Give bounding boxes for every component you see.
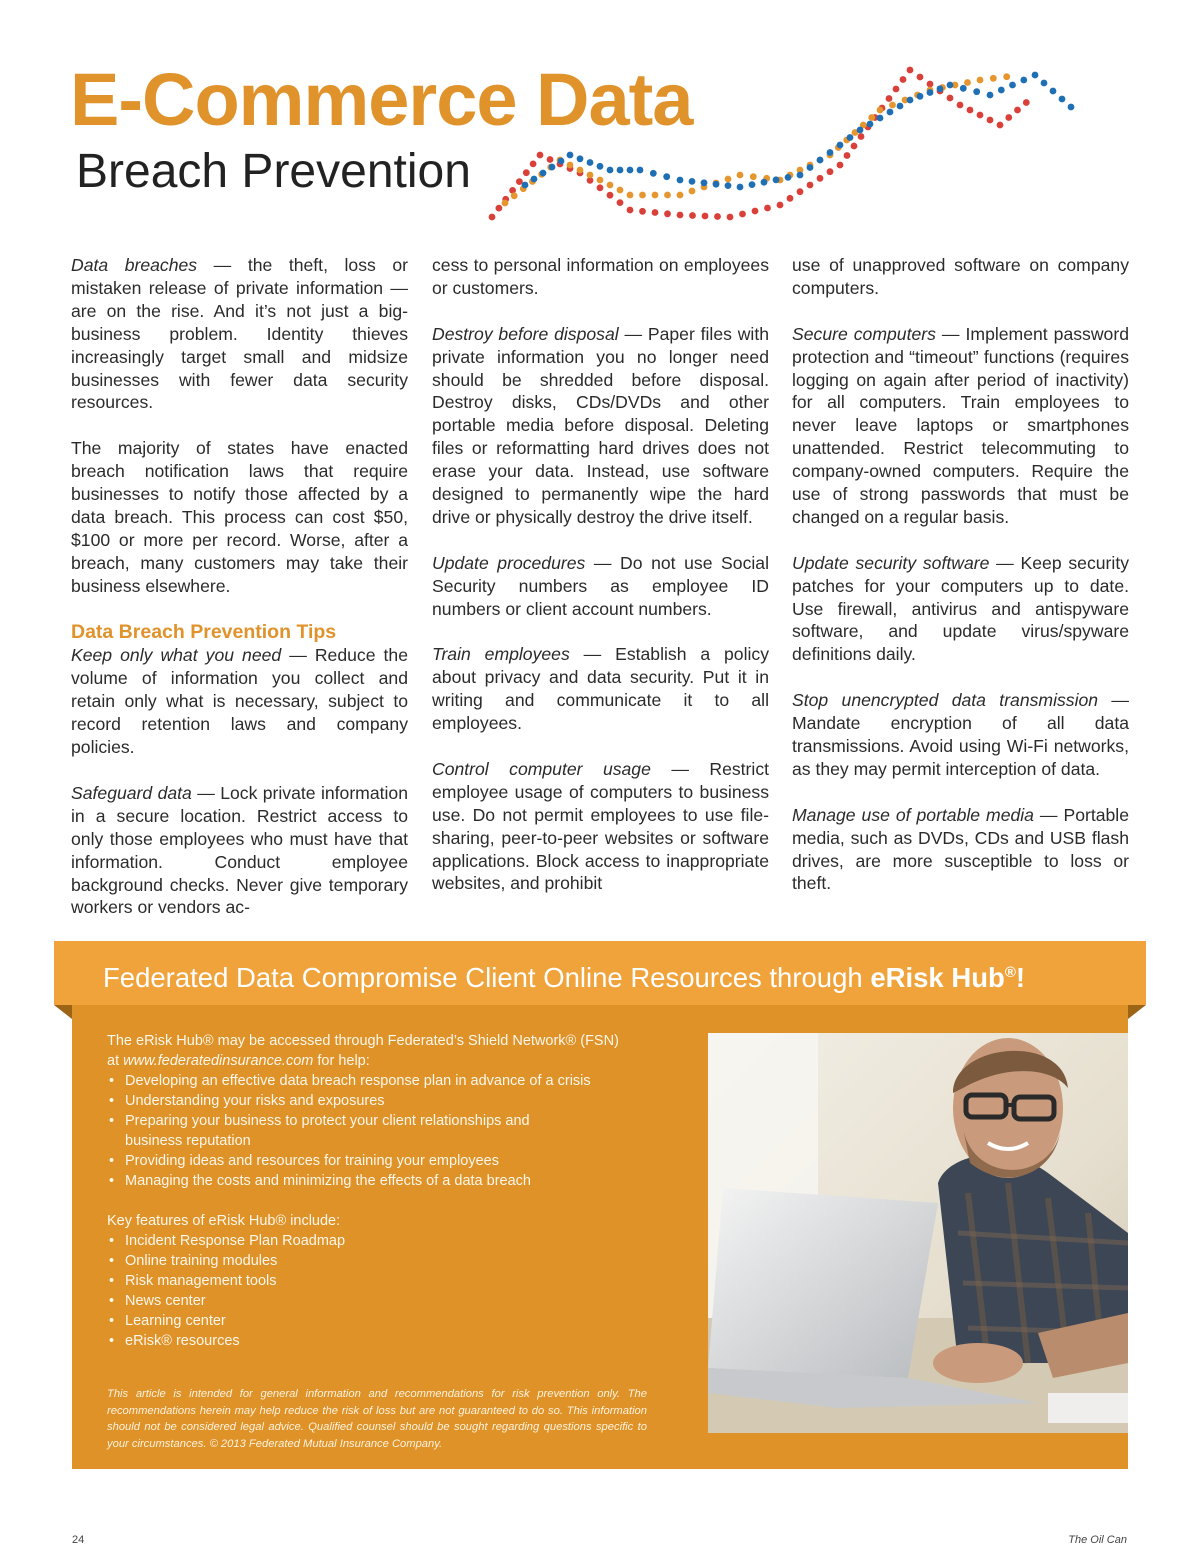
wave-dot <box>725 176 732 183</box>
wave-dot <box>917 74 924 81</box>
wave-dot <box>607 182 614 189</box>
wave-dot <box>577 155 584 162</box>
wave-dot <box>957 102 964 109</box>
wave-dot <box>977 77 984 84</box>
wave-dot <box>530 161 537 168</box>
tip-train <box>432 643 769 735</box>
continued-text: use of unapproved software on company computers. <box>792 255 1129 298</box>
wave-dot <box>558 158 565 165</box>
registered-mark: ® <box>1004 964 1016 981</box>
wave-dot <box>607 192 614 199</box>
wave-dot <box>893 86 900 93</box>
tip-encryption <box>792 689 1129 781</box>
wave-dot <box>1009 82 1016 89</box>
wave-dot <box>1020 77 1027 84</box>
wave-dot <box>857 127 864 134</box>
page-number: 24 <box>72 1534 85 1546</box>
wave-dot <box>523 169 530 176</box>
intro-at: at <box>107 1053 124 1069</box>
disclaimer: This article is intended for general information and recommendations for risk prevention only. The recommendations herein may help reduce the risk of loss but are not guaranteed to do so. This information should not be considered legal advice. Qualified counsel should be sought regarding questions specific to your circumstances. © 2013 Federated Mutual Insurance Company. <box>107 1388 647 1450</box>
intro-tail: for help: <box>313 1053 370 1069</box>
intro-text: — the theft, loss or mistaken release of private information — are on the rise. And it’s not just a big-business problem. Identity thieves increasingly target small and midsize businesses with fewer data security resources. <box>71 255 409 413</box>
wave-dot <box>847 134 854 141</box>
wave-dot <box>997 122 1004 129</box>
wave-dot <box>502 200 509 207</box>
wave-dot <box>947 95 954 102</box>
help-item: • Preparing your business to protect your client relationships and business reputation <box>107 1111 565 1151</box>
tip-text: — Restrict employee usage of computers to business use. Do not permit employees to use file-sharing, peer-to-peer websites or software applications. Block access to inappropriate websites, and prohibit <box>432 758 769 894</box>
wave-dot <box>725 182 732 189</box>
notification-paragraph: The majority of states have enacted breach notification laws that require businesses to notify those affected by a data breach. This process can cost $50, $100 or more per record. Worse, after a breach, many customers may take their business elsewhere. <box>71 438 408 596</box>
wave-dot <box>522 182 529 189</box>
wave-dot <box>750 173 757 180</box>
wave-dot <box>752 208 759 215</box>
feature-item: • Online training modules <box>107 1251 667 1271</box>
feature-item: • Learning center <box>107 1311 667 1331</box>
wave-dot <box>652 209 659 216</box>
wave-dot <box>689 188 696 195</box>
wave-dot <box>650 170 657 177</box>
banner-heading-text: Federated Data Compromise Client Online Resources through <box>103 962 871 994</box>
tip-lead: Train employees <box>432 644 570 665</box>
article-column-3 <box>792 254 1129 918</box>
publication-name: The Oil Can <box>1068 1534 1127 1546</box>
wave-dot <box>837 162 844 169</box>
photo-illustration <box>708 1033 1128 1433</box>
wave-dot <box>652 192 659 199</box>
wave-dot <box>701 179 708 186</box>
wave-dot <box>1014 107 1021 114</box>
features-intro: Key features of eRisk Hub® include: <box>107 1213 341 1229</box>
continued-text: cess to personal information on employees or customers. <box>432 255 769 298</box>
tip-lead: Keep only what you need <box>71 645 282 666</box>
wave-dot <box>597 177 604 184</box>
wave-dot <box>827 149 834 156</box>
banner-fold-left <box>54 1005 72 1019</box>
wave-dot <box>998 87 1005 94</box>
wave-dot <box>761 179 768 186</box>
tip-text: — Implement password protection and “timeout” functions (requires logging on again after period of inactivity) for all computers. Train employees to never leave laptops or smartphones unattended. Restrict telecommuting to company-owned computers. Require the use of strong passwords that must be changed on a regular basis. <box>792 323 1129 527</box>
wave-dot <box>749 181 756 188</box>
panel-intro-line1: The eRisk Hub® may be accessed through Federated’s Shield Network® (FSN) <box>107 1033 619 1049</box>
wave-dot <box>577 167 584 174</box>
wave-dot <box>1005 114 1012 121</box>
resources-text <box>107 1031 667 1351</box>
tip-lead: Control computer usage <box>432 758 651 779</box>
wave-dot <box>677 192 684 199</box>
wave-dot <box>947 82 954 89</box>
wave-dot <box>617 187 624 194</box>
wave-dot <box>851 143 858 150</box>
wave-dot <box>689 212 696 219</box>
wave-dot <box>489 214 496 221</box>
wave-dot <box>858 133 865 140</box>
wave-dot <box>907 97 914 104</box>
wave-dot <box>897 103 904 110</box>
wave-dot <box>877 115 884 122</box>
wave-dot <box>907 67 914 74</box>
dot-wave-blue <box>522 72 1075 191</box>
tip-control-usage <box>432 758 769 895</box>
wave-dot <box>664 192 671 199</box>
tip-text: — Reduce the volume of information you collect and retain only what is necessary, subject to record retention laws and company policies. <box>71 645 408 758</box>
wave-dot <box>737 172 744 179</box>
wave-dot <box>773 176 780 183</box>
wave-dot <box>537 152 544 159</box>
wave-dot <box>967 107 974 114</box>
tip-lead: Update procedures <box>432 552 586 573</box>
wave-dot <box>889 102 896 109</box>
wave-dot <box>987 117 994 124</box>
wave-dot <box>964 79 971 86</box>
article-column-2 <box>432 254 769 918</box>
wave-dot <box>739 211 746 218</box>
wave-dot <box>727 214 734 221</box>
feature-item: • eRisk® resources <box>107 1331 667 1351</box>
help-item: • Providing ideas and resources for training your employees <box>107 1151 667 1171</box>
intro-lead: Data breaches <box>71 255 198 275</box>
wave-dot <box>547 156 554 163</box>
tip-safeguard <box>71 782 408 919</box>
wave-dot <box>1041 80 1048 87</box>
wave-dot <box>637 167 644 174</box>
wave-dot <box>531 176 538 183</box>
wave-dot <box>677 212 684 219</box>
tip-update-procedures <box>432 552 769 621</box>
tip-text: — Lock private information in a secure location. Restrict access to only those employees who must have that information. Conduct employee background checks. Never give temporary workers or vendors ac- <box>71 782 408 918</box>
tip-destroy <box>432 323 769 529</box>
help-item: • Understanding your risks and exposures <box>107 1091 667 1111</box>
wave-dot <box>702 213 709 220</box>
tip-keep-only <box>71 644 408 759</box>
wave-dot <box>777 202 784 209</box>
wave-dot <box>607 167 614 174</box>
website-link[interactable]: www.federatedinsurance.com <box>123 1053 314 1069</box>
wave-dot <box>617 167 624 174</box>
wave-dot <box>1003 73 1010 80</box>
wave-dot <box>900 76 907 83</box>
wave-dot <box>973 88 980 95</box>
help-item: • Managing the costs and minimizing the effects of a data breach <box>107 1171 667 1191</box>
wave-dot <box>1032 72 1039 79</box>
banner-fold-right <box>1128 1005 1146 1019</box>
wave-dot <box>549 164 556 171</box>
wave-dot <box>868 114 875 121</box>
dot-wave-red <box>489 67 1030 221</box>
wave-dot <box>1023 99 1030 106</box>
tip-text: — Mandate encryption of all data transmissions. Avoid using Wi-Fi networks, as they may permit interception of data. <box>792 690 1130 779</box>
wave-dot <box>977 112 984 119</box>
tip-lead: Destroy before disposal <box>432 323 619 344</box>
exclamation: ! <box>1015 962 1026 994</box>
tip-lead: Safeguard data <box>71 782 192 803</box>
wave-dot <box>886 95 893 102</box>
wave-dot <box>1059 96 1066 103</box>
dot-wave-orange <box>502 73 1010 206</box>
wave-dot <box>567 162 574 169</box>
tip-text: — Paper files with private information you no longer need should be shredded before disposal. Destroy disks, CDs/DVDs and other portable media before disposal. Deleting files or reformatting hard drives does not erase your data. Instead, use software designed to permanently wipe the hard drive or physically destroy the drive itself. <box>432 323 769 527</box>
wave-dot <box>844 152 851 159</box>
wave-dot <box>677 177 684 184</box>
wave-dot <box>737 184 744 191</box>
wave-dot <box>807 164 814 171</box>
wave-dot <box>627 207 634 214</box>
tip-secure-computers <box>792 323 1129 529</box>
wave-dot <box>597 184 604 191</box>
wave-dot <box>937 85 944 92</box>
intro-paragraph <box>71 254 408 414</box>
article-subtitle: Breach Prevention <box>76 145 471 198</box>
article-column-1 <box>71 254 408 942</box>
wave-dot <box>785 174 792 181</box>
man-with-laptop-photo <box>708 1033 1128 1433</box>
wave-dot <box>764 205 771 212</box>
wave-dot <box>987 92 994 99</box>
wave-dot <box>540 170 547 177</box>
wave-dot <box>887 109 894 116</box>
wave-dot <box>807 182 814 189</box>
banner-heading <box>103 955 1025 996</box>
wave-dot <box>617 199 624 206</box>
tip-text: — Establish a policy about privacy and data security. Put it in writing and communicate it to all employees. <box>432 644 770 734</box>
wave-dot <box>689 178 696 185</box>
wave-dot <box>627 192 634 199</box>
wave-dot <box>827 168 834 175</box>
tip-lead: Update security software <box>792 552 990 573</box>
wave-dot <box>639 208 646 215</box>
wave-dot <box>990 75 997 82</box>
tips-heading: Data Breach Prevention Tips <box>71 621 337 644</box>
wave-dot <box>567 152 574 159</box>
tip-security-software <box>792 552 1129 667</box>
dotted-wave-graphic <box>480 55 1100 230</box>
tip-lead: Manage use of portable media <box>792 804 1034 825</box>
wave-dot <box>597 163 604 170</box>
wave-dot <box>664 210 671 217</box>
feature-item: • Incident Response Plan Roadmap <box>107 1231 667 1251</box>
wave-dot <box>663 173 670 180</box>
banner-brand <box>870 962 1025 993</box>
wave-dot <box>837 142 844 149</box>
tip-lead: Secure computers <box>792 323 936 344</box>
wave-dot <box>496 205 503 212</box>
wave-dot <box>587 159 594 166</box>
help-list <box>107 1071 667 1191</box>
wave-dot <box>797 172 804 179</box>
tip-lead: Stop unencrypted data transmission <box>792 690 1099 711</box>
wave-dot <box>627 167 634 174</box>
wave-dot <box>797 188 804 195</box>
wave-dot <box>817 157 824 164</box>
feature-item: • Risk management tools <box>107 1271 667 1291</box>
features-list <box>107 1231 667 1351</box>
wave-dot <box>817 175 824 182</box>
wave-dot <box>639 192 646 199</box>
wave-dot <box>867 121 874 128</box>
brand-name: eRisk Hub <box>870 962 1005 994</box>
wave-dot <box>587 172 594 179</box>
wave-dot <box>511 192 518 199</box>
article-title: E-Commerce Data <box>70 58 693 141</box>
feature-item: • News center <box>107 1291 667 1311</box>
help-item: • Developing an effective data breach response plan in advance of a crisis <box>107 1071 667 1091</box>
tip-text: — Portable media, such as DVDs, CDs and USB flash drives, are more susceptible to loss or theft. <box>792 804 1129 894</box>
wave-dot <box>960 85 967 92</box>
wave-dot <box>877 107 884 114</box>
wave-dot <box>787 195 794 202</box>
wave-dot <box>714 213 721 220</box>
tip-text: — Do not use Social Security numbers as employee ID numbers or client account numbers. <box>432 552 769 619</box>
tip-text: — Keep security patches for your computers up to date. Use firewall, antivirus and antispyware software, and update virus/spyware definitions daily. <box>792 552 1129 665</box>
wave-dot <box>927 81 934 88</box>
wave-dot <box>1068 104 1075 111</box>
wave-dot <box>927 89 934 96</box>
wave-dot <box>1050 88 1057 95</box>
panel-intro-line2 <box>107 1051 667 1071</box>
wave-dot <box>713 181 720 188</box>
tip-portable-media <box>792 804 1129 896</box>
wave-dot <box>917 93 924 100</box>
